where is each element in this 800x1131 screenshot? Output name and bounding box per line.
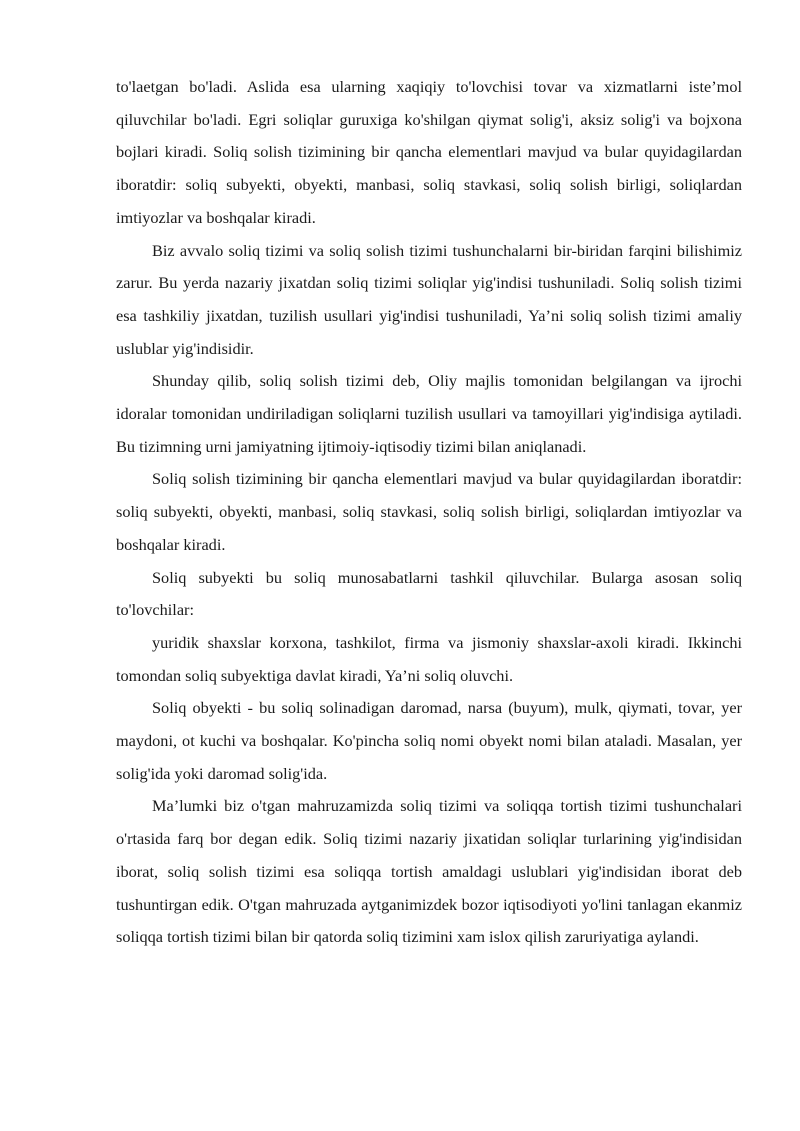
paragraph-taxpayers: yuridik shaxslar korxona, tashkilot, firma va jismoniy shaxslar-axoli kiradi. Ikkinchi tomondan soliq subyektiga davlat kiradi, Ya’ni soliq oluvchi. — [116, 632, 742, 685]
paragraph-tax-reform: Ma’lumki biz o'tgan mahruzamizda soliq tizimi va soliqqa tortish tizimi tushunchalari o'rtasida farq bor degan edik. Soliq tizimi nazariy jixatidan soliqlar turlarining yig'indisidan iborat, soliq solish tizimi esa soliqqa tortish amaldagi uslublari yig'indisidan iborat deb tushuntirgan edik. O'tgan mahruzada aytganimizdek bozor iqtisodiyoti yo'lini tanlagan ekanmiz soliqqa tortish tizimi bilan bir qatorda soliq tizimini xam islox qilish zaruriyatiga aylandi. — [116, 796, 742, 947]
paragraph-tax-system-concepts: Biz avvalo soliq tizimi va soliq solish tizimi tushunchalarni bir-biridan farqini bilishimiz zarur. Bu yerda nazariy jixatdan soliq tizimi soliqlar yig'indisi tushuniladi. Soliq solish tizimi esa tashkiliy jixatdan, tuzilish usullari yig'indisi tushuniladi, Ya’ni soliq solish tizimi amaliy uslublar yig'indisidir. — [116, 240, 742, 358]
paragraph-tax-subject: Soliq subyekti bu soliq munosabatlarni tashkil qiluvchilar. Bularga asosan soliq to'lovchilar: — [116, 567, 742, 620]
paragraph-tax-elements: Soliq solish tizimining bir qancha elementlari mavjud va bular quyidagilardan iboratdir: soliq subyekti, obyekti, manbasi, soliq stavkasi, soliq solish birligi, soliqlardan imtiyozlar va boshqalar kiradi. — [116, 469, 742, 554]
paragraph-tax-system-definition: Shunday qilib, soliq solish tizimi deb, Oliy majlis tomonidan belgilangan va ijrochi idoralar tomonidan undiriladigan soliqlarni tuzilish usullari va tamoyillari yig'indisiga aytiladi. Bu tizimning urni jamiyatning ijtimoiy-iqtisodiy tizimi bilan aniqlanadi. — [116, 371, 742, 456]
paragraph-continuation: to'laetgan bo'ladi. Aslida esa ularning xaqiqiy to'lovchisi tovar va xizmatlarni iste’mol qiluvchilar bo'ladi. Egri soliqlar guruxiga ko'shilgan qiymat solig'i, aksiz solig'i va bojxona bojlari kiradi. Soliq solish tizimining bir qancha elementlari mavjud va bular quyidagilardan iboratdir: soliq subyekti, obyekti, manbasi, soliq stavkasi, soliq solish birligi, soliqlardan imtiyozlar va boshqalar kiradi. — [116, 77, 742, 227]
document-page — [116, 71, 742, 954]
paragraph-tax-object: Soliq obyekti - bu soliq solinadigan daromad, narsa (buyum), mulk, qiymati, tovar, yer maydoni, ot kuchi va boshqalar. Ko'pincha soliq nomi obyekt nomi bilan ataladi. Masalan, yer solig'ida yoki daromad solig'ida. — [116, 698, 742, 783]
